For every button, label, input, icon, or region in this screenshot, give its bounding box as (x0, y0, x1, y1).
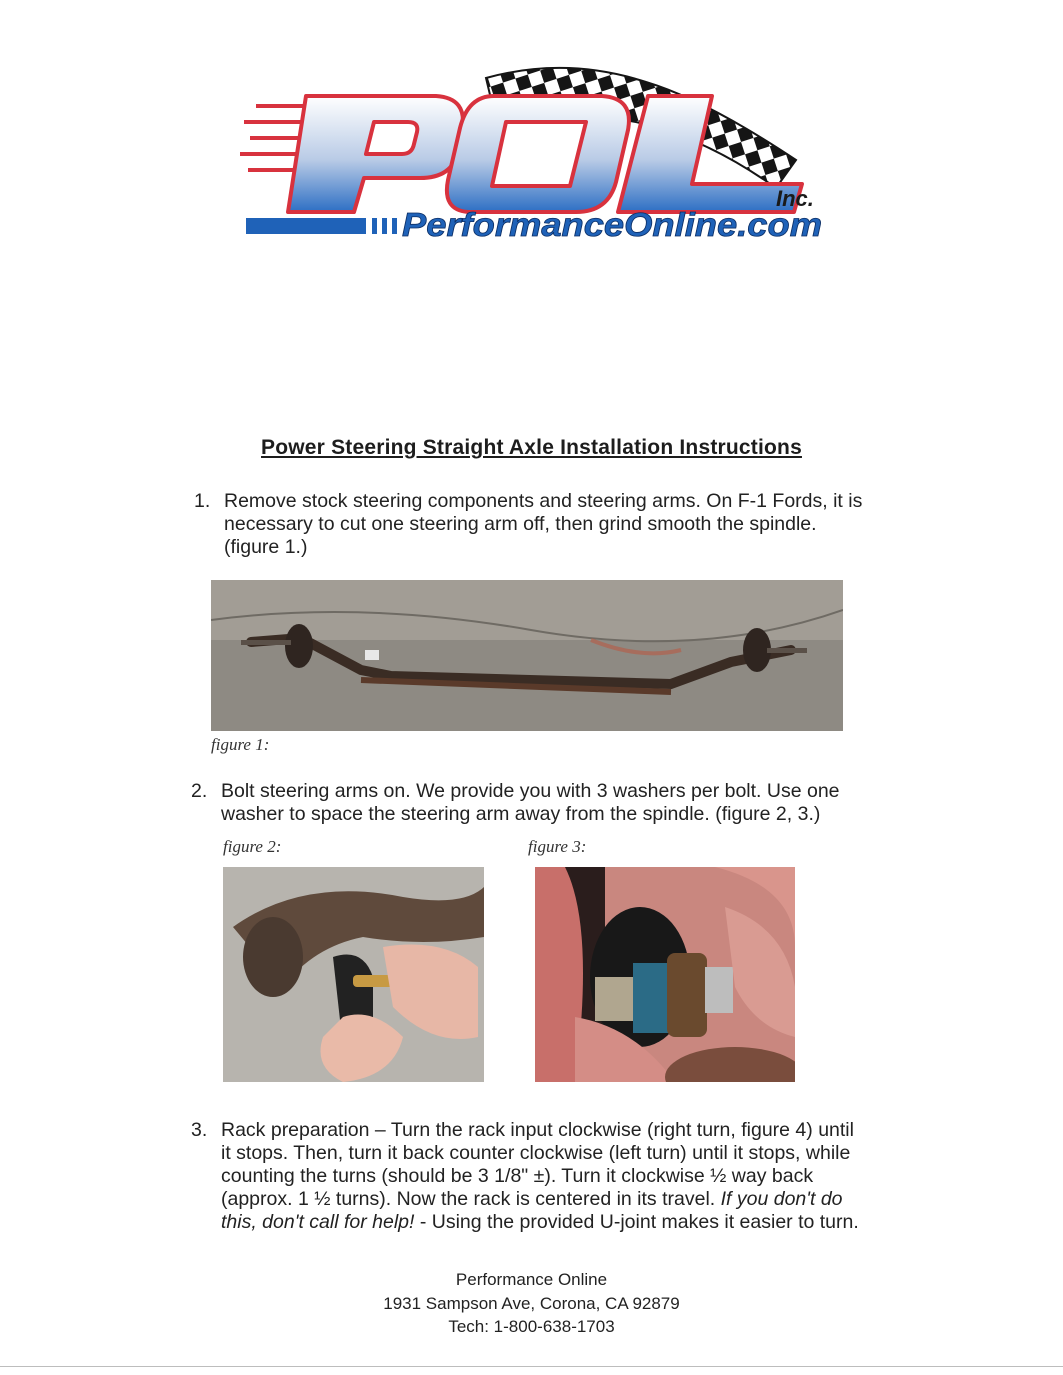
step-line: washer to space the steering arm away from the spindle. (figure 2, 3.) (221, 803, 821, 825)
step-text (221, 1119, 859, 1234)
step-line: necessary to cut one steering arm off, then grind smooth the spindle. (224, 513, 817, 535)
step-line: counting the turns (should be 3 1/8" ±). Turn it clockwise ½ way back (221, 1165, 814, 1187)
footer-contact (0, 1268, 1063, 1339)
step-number: 1. (194, 490, 211, 512)
step-text (224, 490, 862, 559)
warning-emphasis: If you don't do (720, 1188, 843, 1210)
footer-address: 1931 Sampson Ave, Corona, CA 92879 (383, 1293, 680, 1313)
warning-emphasis: this, don't call for help! (221, 1211, 415, 1233)
step-line: (figure 1.) (224, 536, 308, 558)
figure-1-caption: figure 1: (211, 735, 270, 754)
company-logo (236, 60, 836, 250)
pol-logo-graphic (236, 60, 836, 250)
step-line: it stops. Then, turn it back counter clockwise (left turn) until it stops, while (221, 1142, 851, 1164)
step-line: Rack preparation – Turn the rack input clockwise (right turn, figure 4) until (221, 1119, 854, 1141)
page-title: Power Steering Straight Axle Installation Instructions (261, 436, 802, 459)
footer-tech-phone: Tech: 1-800-638-1703 (448, 1317, 615, 1336)
step-line-text: - Using the provided U-joint makes it easier to turn. (414, 1211, 859, 1233)
bottom-divider (0, 1366, 1063, 1367)
figure-2-caption: figure 2: (223, 837, 282, 856)
step-text (221, 780, 840, 826)
logo-site-text: PerformanceOnline.com (402, 206, 822, 243)
logo-inc-text: Inc. (776, 186, 814, 211)
figure-3-photo (535, 867, 795, 1082)
step-line: Bolt steering arms on. We provide you with 3 washers per bolt. Use one (221, 780, 840, 802)
figure-1-photo (211, 580, 843, 731)
footer-company: Performance Online (455, 1270, 608, 1289)
step-line (221, 1188, 859, 1211)
step-line-text: (approx. 1 ½ turns). Now the rack is centered in its travel. (221, 1188, 721, 1210)
step-number: 3. (191, 1119, 208, 1141)
figure-2-photo (223, 867, 484, 1082)
step-number: 2. (191, 780, 208, 802)
step-line: Remove stock steering components and steering arms. On F-1 Fords, it is (224, 490, 863, 512)
step-line (221, 1211, 859, 1234)
figure-3-caption: figure 3: (528, 837, 587, 856)
